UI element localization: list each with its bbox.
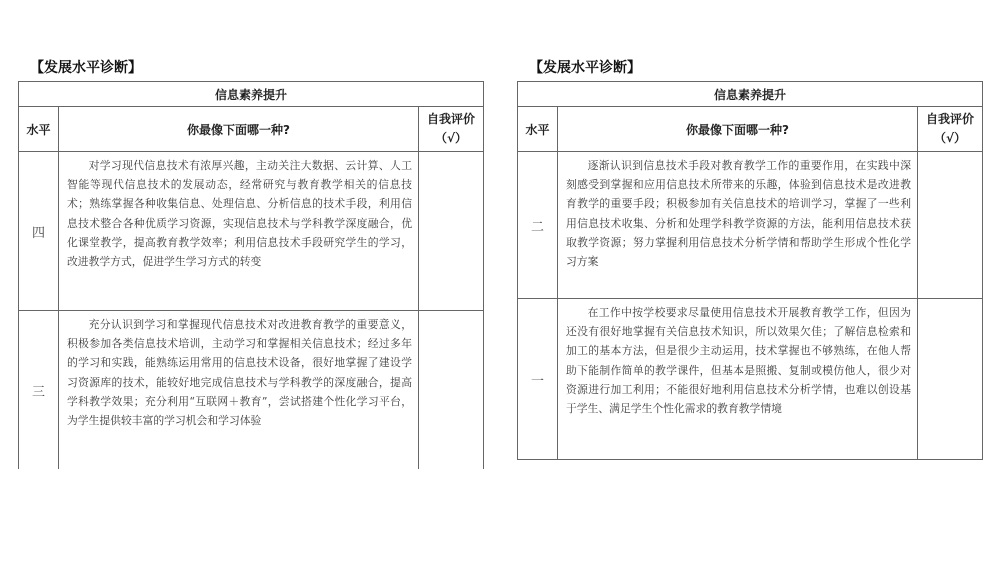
header-self-evaluation-check: （√） bbox=[435, 131, 468, 145]
table-row bbox=[19, 152, 484, 311]
table-row bbox=[19, 311, 484, 470]
description-cell: 在工作中按学校要求尽量使用信息技术开展教育教学工作，但因为还没有很好地掌握有关信息技术知识，所以效果欠佳；了解信息检索和加工的基本方法，但是很少主动运用，技术掌握也不够熟练，在他人帮助下能制作简单的教学课件，但基本是照搬、复制或模仿他人，很少对资源进行加工利用；不能很好地利用信息技术分析学情，也难以创设基于学生、满足学生个性化需求的教育教学情境 bbox=[558, 299, 918, 460]
header-level: 水平 bbox=[518, 107, 558, 152]
table-header-row bbox=[518, 107, 983, 152]
self-evaluation-cell[interactable] bbox=[918, 299, 983, 460]
header-self-evaluation-label: 自我评价 bbox=[926, 112, 975, 126]
table-title: 信息素养提升 bbox=[518, 82, 983, 107]
header-self-evaluation-check: （√） bbox=[934, 131, 967, 145]
level-cell: 四 bbox=[19, 152, 59, 311]
table-title-row bbox=[518, 82, 983, 107]
table-title-row bbox=[19, 82, 484, 107]
section-heading: 【发展水平诊断】 bbox=[30, 60, 142, 76]
self-evaluation-cell[interactable] bbox=[419, 311, 484, 470]
description-cell: 充分认识到学习和掌握现代信息技术对改进教育教学的重要意义，积极参加各类信息技术培训，主动学习和掌握相关信息技术；经过多年的学习和实践，能熟练运用常用的信息技术设备，很好地掌握了建设学习资源库的技术，能较好地完成信息技术与学科教学的深度融合，提高学科教学效果；充分利用“互联网＋教育”，尝试搭建个性化学习平台，为学生提供较丰富的学习机会和学习体验 bbox=[59, 311, 419, 470]
right-panel bbox=[517, 58, 982, 460]
table-row bbox=[518, 152, 983, 299]
header-question: 你最像下面哪一种? bbox=[59, 107, 419, 152]
table-header-row bbox=[19, 107, 484, 152]
table-row bbox=[518, 299, 983, 460]
level-cell: 一 bbox=[518, 299, 558, 460]
table-title: 信息素养提升 bbox=[19, 82, 484, 107]
self-evaluation-cell[interactable] bbox=[419, 152, 484, 311]
description-cell: 逐渐认识到信息技术手段对教育教学工作的重要作用，在实践中深刻感受到掌握和应用信息技术所带来的乐趣，体验到信息技术是改进教育教学的重要手段；积极参加有关信息技术的培训学习，掌握了一些利用信息技术收集、分析和处理学科教学资源的方法，能利用信息技术获取教学资源；努力掌握利用信息技术分析学情和帮助学生形成个性化学习方案 bbox=[558, 152, 918, 299]
description-cell: 对学习现代信息技术有浓厚兴趣，主动关注大数据、云计算、人工智能等现代信息技术的发展动态，经常研究与教育教学相关的信息技术；熟练掌握各种收集信息、处理信息、分析信息的技术手段，利用信息技术整合各种优质学习资源，实现信息技术与学科教学深度融合，优化课堂教学，提高教育教学效率；利用信息技术手段研究学生的学习，改进教学方式，促进学生学习方式的转变 bbox=[59, 152, 419, 311]
header-question: 你最像下面哪一种? bbox=[558, 107, 918, 152]
header-self-evaluation bbox=[419, 107, 484, 152]
header-self-evaluation-label: 自我评价 bbox=[427, 112, 476, 126]
assessment-table bbox=[18, 81, 484, 469]
section-heading: 【发展水平诊断】 bbox=[529, 60, 641, 76]
level-cell: 三 bbox=[19, 311, 59, 470]
self-evaluation-cell[interactable] bbox=[918, 152, 983, 299]
header-self-evaluation bbox=[918, 107, 983, 152]
left-panel bbox=[18, 58, 483, 469]
assessment-table bbox=[517, 81, 983, 460]
level-cell: 二 bbox=[518, 152, 558, 299]
header-level: 水平 bbox=[19, 107, 59, 152]
